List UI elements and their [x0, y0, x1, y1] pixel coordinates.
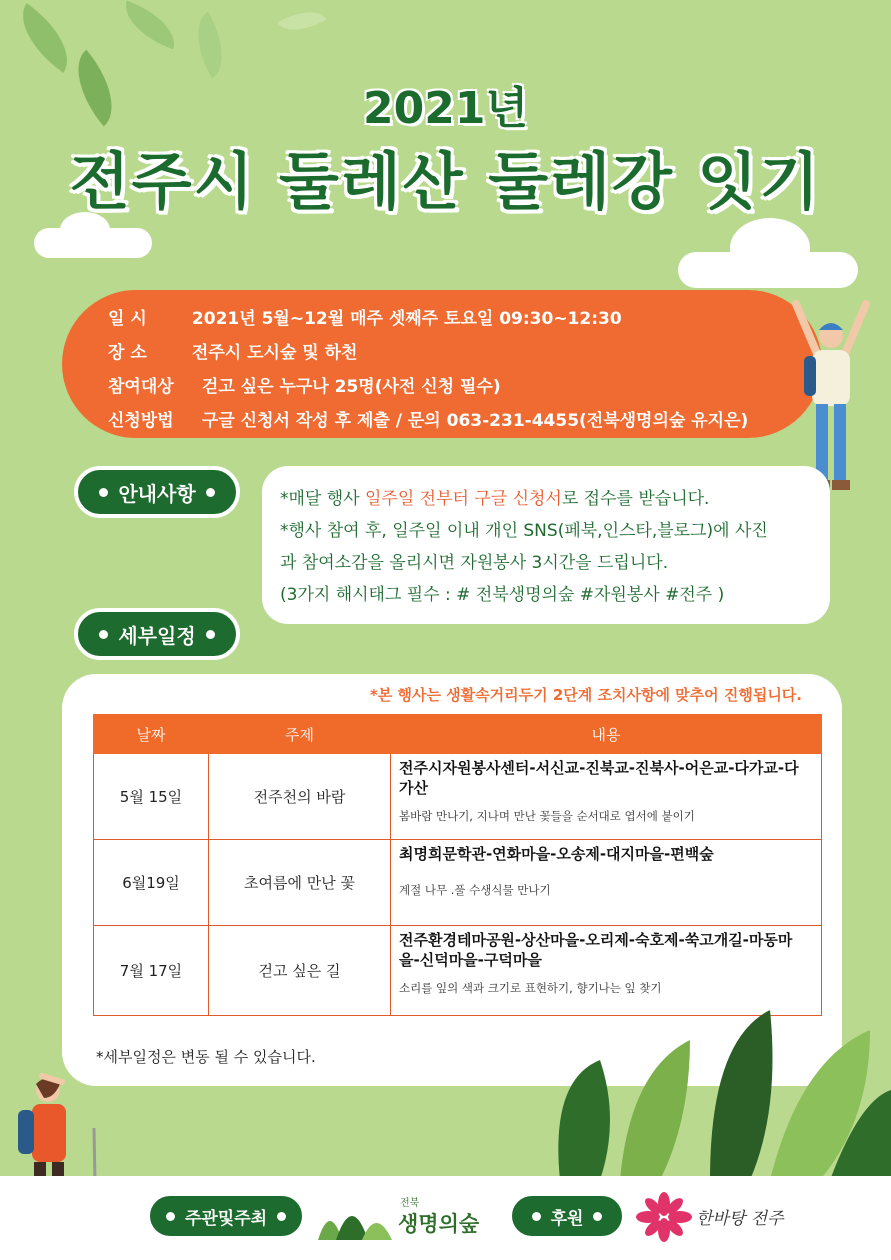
schedule-table: [93, 714, 822, 1016]
guide-line-1-pre: *매달 행사: [280, 489, 365, 509]
leaf-decoration: [540, 1000, 891, 1180]
bullet-icon: [206, 630, 215, 639]
bullet-icon: [532, 1212, 541, 1221]
row-date: 5월 15일: [94, 754, 209, 840]
guide-line-1-highlight: 일주일 전부터 구글 신청서: [365, 489, 562, 509]
title-main: 전주시 둘레산 둘레강 잇기: [69, 145, 822, 218]
row-route: 전주환경테마공원-상산마을-오리제-숙호제-쑥고개길-마동마을-신덕마을-구덕마을: [399, 931, 793, 969]
sponsor-label-pill: [508, 1192, 626, 1240]
table-header-row: [94, 715, 822, 754]
header-date: 날짜: [94, 715, 209, 754]
host-org: 생명의숲: [398, 1212, 480, 1236]
guide-line-1-post: 로 접수를 받습니다.: [561, 489, 710, 509]
cloud: [730, 218, 810, 278]
guide-line-1: [280, 484, 709, 509]
info-key: 신청방법: [108, 411, 174, 431]
info-row-place: [108, 338, 357, 363]
info-key: 장 소: [108, 343, 147, 363]
bullet-icon: [166, 1212, 175, 1221]
host-label: 주관및주최: [184, 1208, 268, 1229]
bullet-icon: [99, 630, 108, 639]
row-content: [391, 840, 822, 926]
guide-label-pill: [74, 466, 240, 518]
bullet-icon: [99, 488, 108, 497]
schedule-note: *본 행사는 생활속거리두기 2단계 조치사항에 맞추어 진행됩니다.: [369, 686, 802, 704]
host-logo: [318, 1192, 488, 1242]
leaf-decoration: [117, 1, 184, 50]
guide-notice-box: [262, 466, 830, 624]
row-desc: 봄바람 만나기, 지나며 만난 꽃들을 순서대로 엽서에 붙이기: [399, 809, 695, 823]
bullet-icon: [277, 1212, 286, 1221]
schedule-footnote: *세부일정은 변동 될 수 있습니다.: [96, 1048, 316, 1066]
leaf-decoration: [6, 3, 84, 73]
row-desc: 소리를 잎의 색과 크기로 표현하기, 향기나는 잎 찾기: [399, 981, 662, 995]
row-content: [391, 754, 822, 840]
guide-line-4: (3가지 해시태그 필수 : # 전북생명의숲 #자원봉사 #전주 ): [280, 585, 725, 605]
header-content: 내용: [391, 715, 822, 754]
info-key: 참여대상: [108, 377, 174, 397]
footer-bar: [0, 1176, 891, 1260]
row-route: 전주시자원봉사센터-서신교-진북교-진북사-어은교-다가교-다가산: [399, 759, 799, 797]
info-row-target: [108, 372, 501, 397]
table-row: [94, 754, 822, 840]
row-theme: 걷고 싶은 길: [209, 926, 391, 1016]
row-route: 최명희문학관-연화마을-오송제-대지마을-편백숲: [399, 845, 714, 863]
row-theme: 전주천의 바람: [209, 754, 391, 840]
host-label-pill: [146, 1192, 306, 1240]
schedule-label: 세부일정: [118, 623, 196, 648]
sponsor-logo: [636, 1190, 796, 1246]
info-key: 일 시: [108, 309, 147, 329]
row-theme: 초여름에 만난 꽃: [209, 840, 391, 926]
info-value: 걷고 싶은 누구나 25명(사전 신청 필수): [201, 377, 501, 397]
leaf-decoration: [277, 0, 326, 41]
table-row: [94, 840, 822, 926]
sponsor-logo-text: 한바탕 전주: [696, 1209, 784, 1229]
info-value: 2021년 5월~12월 매주 셋째주 토요일 09:30~12:30: [191, 309, 622, 329]
header-theme: 주제: [209, 715, 391, 754]
schedule-label-pill: [74, 608, 240, 660]
host-org-small: 전북: [400, 1198, 420, 1209]
leaf-decoration: [182, 12, 238, 79]
info-row-apply: [108, 406, 748, 431]
sponsor-label: 후원: [550, 1208, 584, 1229]
guide-label: 안내사항: [118, 481, 196, 506]
bullet-icon: [593, 1212, 602, 1221]
info-value: 구글 신청서 작성 후 제출 / 문의 063-231-4455(전북생명의숲 유지은): [201, 411, 749, 431]
row-date: 6월19일: [94, 840, 209, 926]
guide-line-2: *행사 참여 후, 일주일 이내 개인 SNS(페북,인스타,블로그)에 사진: [280, 521, 768, 541]
info-row-date: [108, 304, 622, 329]
flower-logo-icon: [636, 1192, 692, 1242]
info-value: 전주시 도시숲 및 하천: [191, 343, 358, 363]
row-date: 7월 17일: [94, 926, 209, 1016]
bullet-icon: [206, 488, 215, 497]
mountain-logo-icon: [318, 1196, 392, 1240]
title-year: 2021년: [363, 83, 528, 134]
row-desc: 계절 나무 .풀 수생식물 만나기: [399, 883, 551, 897]
guide-line-3: 과 참여소감을 올리시면 자원봉사 3시간을 드립니다.: [280, 553, 669, 573]
